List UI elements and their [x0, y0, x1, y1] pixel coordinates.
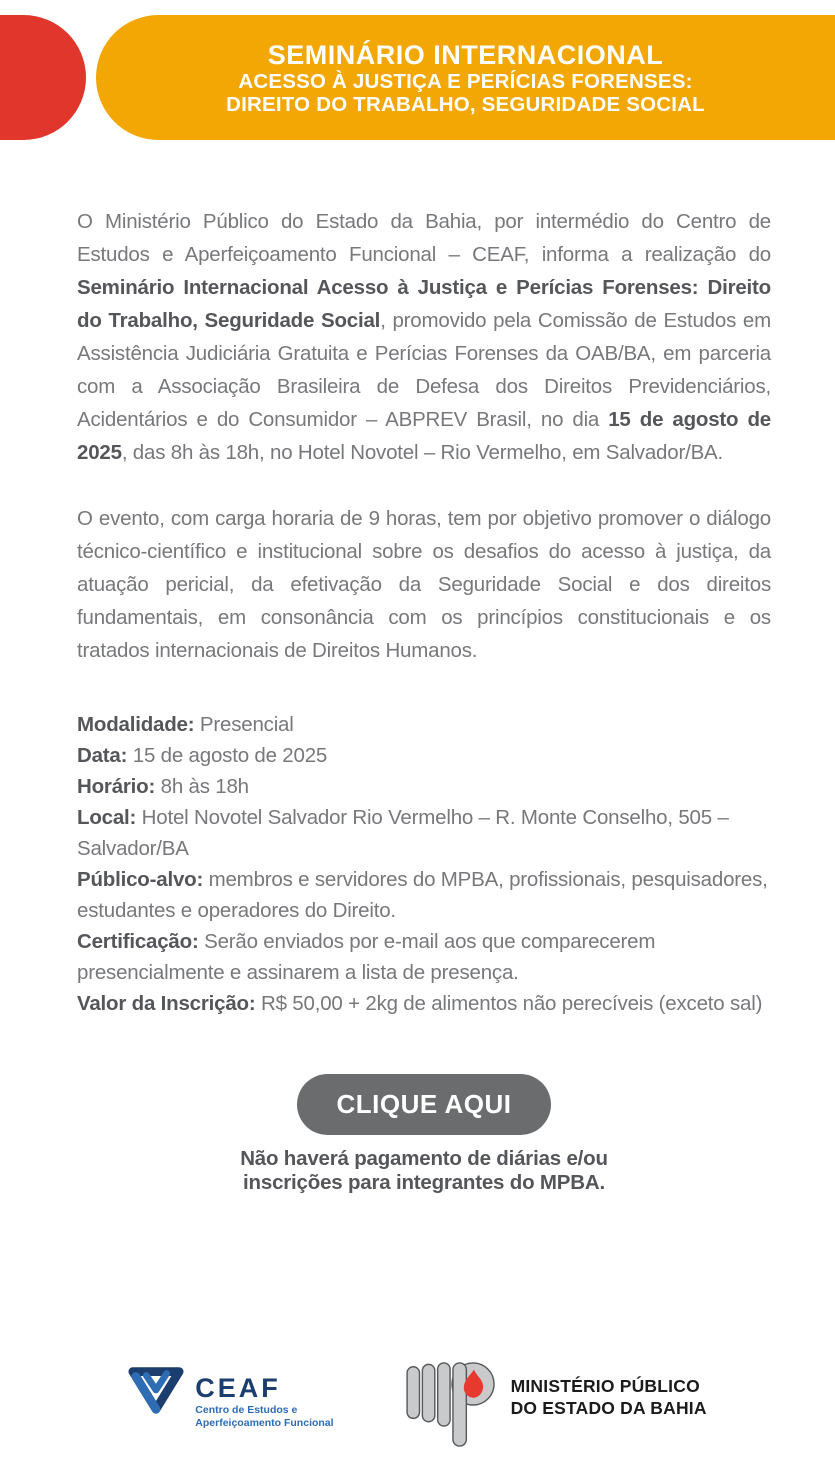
detail-certificacao — [77, 926, 771, 988]
mp-flame-emblem-icon — [406, 1362, 498, 1453]
page-title: SEMINÁRIO INTERNACIONAL — [267, 39, 664, 70]
mpba-name-line2: DO ESTADO DA BAHIA — [510, 1397, 707, 1418]
detail-local — [77, 802, 771, 864]
intro-text-2: , promovido pela Comissão de Estudos em Assistência Judiciária Gratuita e Perícias Forenses da OAB/BA, em parceria com a Associação Brasileira de Defesa dos Direitos Previdenciários, Acidentários e do Consumidor – ABPREV Brasil, no dia — [77, 309, 771, 431]
intro-text-3: , das 8h às 18h, no Hotel Novotel – Rio Vermelho, em Salvador/BA. — [121, 441, 724, 464]
footer-logos — [0, 1362, 835, 1453]
detail-modalidade — [77, 709, 771, 740]
detail-label: Horário: — [77, 775, 156, 798]
detail-value: 8h às 18h — [160, 775, 249, 798]
intro-paragraph — [77, 205, 771, 469]
ceaf-name: CEAF — [195, 1373, 281, 1403]
ceaf-tagline-line2: Aperfeiçoamento Funcional — [195, 1416, 334, 1429]
body-content — [77, 205, 771, 1195]
ceaf-tagline-line1: Centro de Estudos e — [195, 1404, 298, 1416]
detail-label: Público-alvo: — [77, 868, 204, 891]
ceaf-tagline — [195, 1404, 333, 1429]
detail-value: R$ 50,00 + 2kg de alimentos não perecíveis (exceto sal) — [261, 992, 763, 1015]
clique-aqui-button[interactable]: CLIQUE AQUI — [297, 1074, 552, 1135]
event-details-list — [77, 709, 771, 1019]
detail-value: Presencial — [199, 713, 294, 736]
detail-label: Data: — [77, 744, 128, 767]
detail-value: membros e servidores do MPBA, profissionais, pesquisadores, estudantes e operadores do Direito. — [77, 868, 768, 922]
detail-label: Local: — [77, 806, 137, 829]
detail-data — [77, 740, 771, 771]
detail-value: Serão enviados por e-mail aos que comparecerem presencialmente e assinarem a lista de presença. — [77, 930, 656, 984]
detail-label: Valor da Inscrição: — [77, 992, 256, 1015]
red-accent-shape — [0, 15, 86, 140]
cta-note-line2: inscrições para integrantes do MPBA. — [243, 1171, 605, 1194]
ceaf-logo — [128, 1362, 333, 1429]
detail-valor-inscricao — [77, 988, 771, 1019]
intro-date: 15 de agosto de 2025 — [77, 408, 771, 464]
mpba-logo — [406, 1362, 707, 1453]
detail-horario — [77, 771, 771, 802]
cta-note — [77, 1147, 771, 1195]
detail-value: 15 de agosto de 2025 — [132, 744, 328, 767]
header-banner — [96, 15, 835, 140]
mpba-name-line1: MINISTÉRIO PÚBLICO — [510, 1376, 700, 1396]
mpba-logo-text — [511, 1376, 707, 1419]
ceaf-triangle-icon — [128, 1362, 184, 1421]
detail-label: Certificação: — [77, 930, 199, 953]
intro-seminar-name: Seminário Internacional Acesso à Justiça e Perícias Forenses: Direito do Trabalho, Seguridade Social — [77, 276, 771, 332]
detail-value: Hotel Novotel Salvador Rio Vermelho – R. Monte Conselho, 505 – Salvador/BA — [77, 806, 729, 860]
objective-paragraph: O evento, com carga horaria de 9 horas, tem por objetivo promover o diálogo técnico-científico e institucional sobre os desafios do acesso à justiça, da atuação pericial, da efetivação da Seguridade Social e dos direitos fundamentais, em consonância com os princípios constitucionais e os tratados internacionais de Direitos Humanos. — [77, 507, 771, 662]
intro-text-1: O Ministério Público do Estado da Bahia, por intermédio do Centro de Estudos e Aperfeiçoamento Funcional – CEAF, informa a realização do — [77, 210, 771, 266]
cta-section — [77, 1074, 771, 1195]
detail-label: Modalidade: — [77, 713, 195, 736]
cta-note-line1: Não haverá pagamento de diárias e/ou — [240, 1147, 608, 1170]
detail-publico-alvo — [77, 864, 771, 926]
page-subtitle-line2: DIREITO DO TRABALHO, SEGURIDADE SOCIAL — [226, 92, 705, 116]
ceaf-logo-text — [195, 1374, 333, 1429]
page-subtitle-line1: ACESSO À JUSTIÇA E PERÍCIAS FORENSES: — [238, 69, 693, 93]
